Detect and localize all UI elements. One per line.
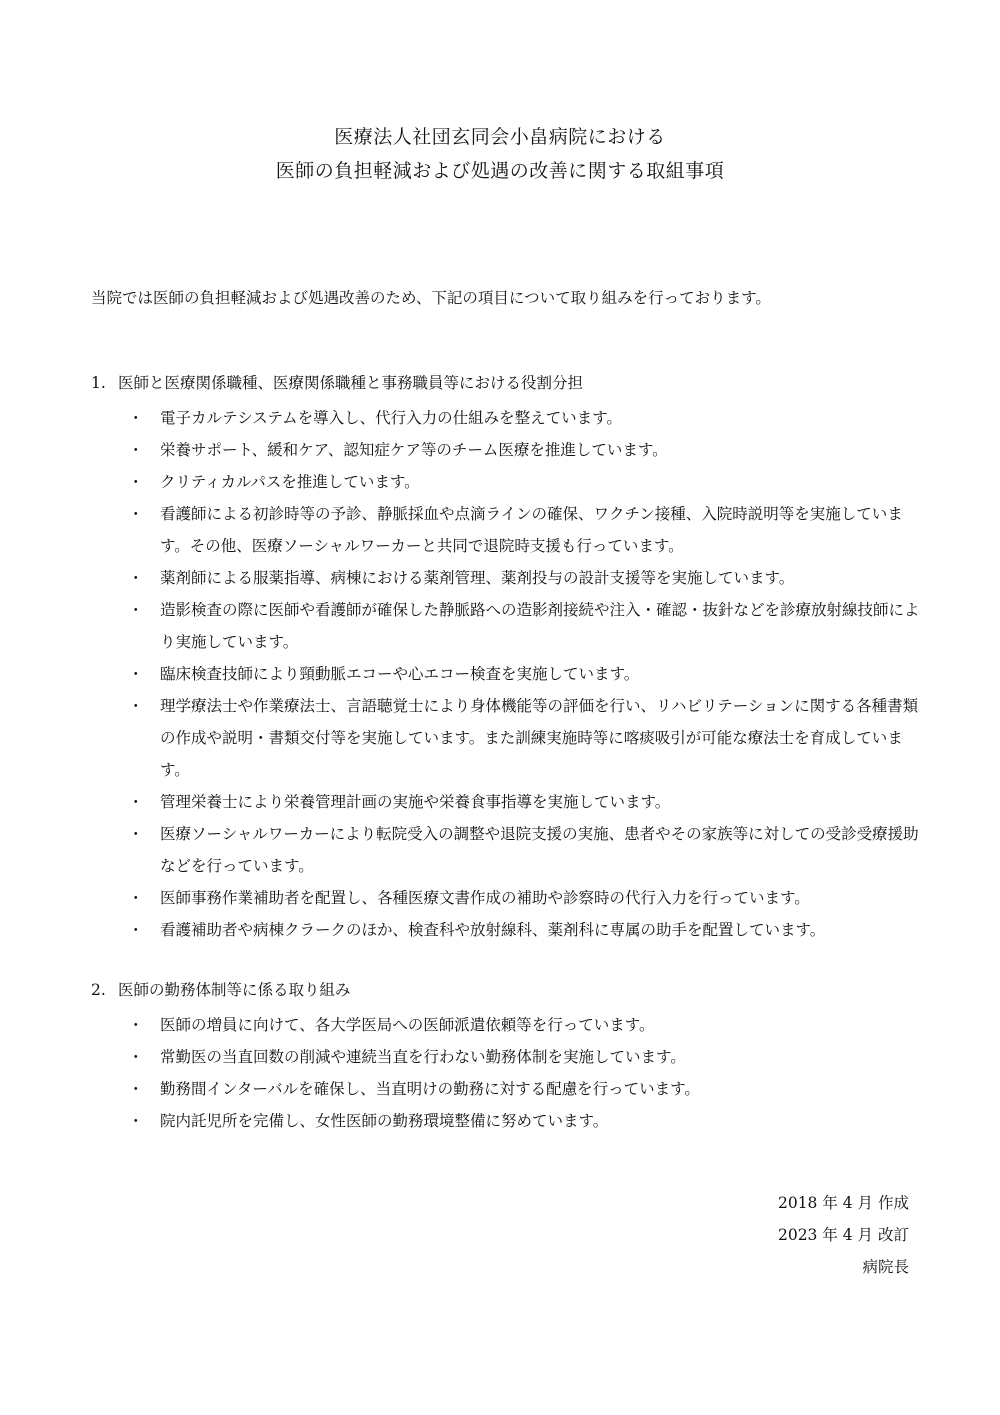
- bullet-mark: ・: [128, 889, 144, 907]
- bullet-mark: ・: [128, 665, 144, 683]
- bullet-mark: ・: [128, 409, 144, 427]
- list-item-text: 医師事務作業補助者を配置し、各種医療文書作成の補助や診察時の代行入力を行っています。: [160, 889, 810, 907]
- list-item-text: 看護師による初診時等の予診、静脈採血や点滴ラインの確保、ワクチン接種、入院時説明等を実施しています。その他、医療ソーシャルワーカーと共同で退院時支援も行っています。: [160, 505, 903, 555]
- bullet-mark: ・: [128, 1016, 144, 1034]
- document-title-line2: 医師の負担軽減および処遇の改善に関する取組事項: [275, 160, 725, 182]
- section-number: 1.: [91, 374, 106, 392]
- bullet-mark: ・: [128, 1048, 144, 1066]
- list-item-text: 院内託児所を完備し、女性医師の勤務環境整備に努めています。: [160, 1112, 609, 1130]
- list-item-text: 栄養サポート、緩和ケア、認知症ケア等のチーム医療を推進しています。: [160, 441, 668, 459]
- list-item-text: 薬剤師による服薬指導、病棟における薬剤管理、薬剤投与の設計支援等を実施しています。: [160, 569, 795, 587]
- list-item: [91, 786, 921, 818]
- document-title-line1: 医療法人社団玄同会小畠病院における: [334, 126, 666, 148]
- bullet-mark: ・: [128, 601, 144, 619]
- list-item-text: 勤務間インターバルを確保し、当直明けの勤務に対する配慮を行っています。: [160, 1080, 700, 1098]
- list-item: [91, 1041, 921, 1073]
- list-item: [91, 466, 921, 498]
- list-item: [91, 818, 921, 882]
- list-item: [91, 690, 921, 786]
- list-item: [91, 914, 921, 946]
- bullet-mark: ・: [128, 569, 144, 587]
- bullet-mark: ・: [128, 505, 144, 523]
- bullet-mark: ・: [128, 921, 144, 939]
- list-item-text: 造影検査の際に医師や看護師が確保した静脈路への造影剤接続や注入・確認・抜針などを診療放射線技師により実施しています。: [160, 601, 920, 651]
- list-item: [91, 1009, 921, 1041]
- section-heading: [91, 979, 921, 1009]
- section-work-structure: [91, 979, 921, 1137]
- list-item-text: 医師の増員に向けて、各大学医局への医師派遣依頼等を行っています。: [160, 1016, 655, 1034]
- section-item-list: [91, 402, 921, 946]
- list-item: [91, 594, 921, 658]
- section-item-list: [91, 1009, 921, 1137]
- bullet-mark: ・: [128, 793, 144, 811]
- list-item: [91, 498, 921, 562]
- list-item-text: 臨床検査技師により頸動脈エコーや心エコー検査を実施しています。: [160, 665, 640, 683]
- list-item-text: 管理栄養士により栄養管理計画の実施や栄養食事指導を実施しています。: [160, 793, 671, 811]
- list-item: [91, 402, 921, 434]
- intro-paragraph: 当院では医師の負担軽減および処遇改善のため、下記の項目について取り組みを行っております。: [91, 289, 771, 307]
- revised-date: 2023 年 4 月 改訂: [777, 1226, 909, 1244]
- section-title: 医師の勤務体制等に係る取り組み: [118, 981, 351, 999]
- bullet-mark: ・: [128, 441, 144, 459]
- section-role-sharing: [91, 372, 921, 946]
- list-item: [91, 562, 921, 594]
- list-item: [91, 882, 921, 914]
- list-item-text: 看護補助者や病棟クラークのほか、検査科や放射線科、薬剤科に専属の助手を配置しています。: [160, 921, 826, 939]
- list-item-text: 理学療法士や作業療法士、言語聴覚士により身体機能等の評価を行い、リハビリテーションに関する各種書類の作成や説明・書類交付等を実施しています。また訓練実施時等に喀痰吸引が可能な療法士を育成しています。: [160, 697, 919, 779]
- list-item-text: 電子カルテシステムを導入し、代行入力の仕組みを整えています。: [160, 409, 622, 427]
- list-item-text: クリティカルパスを推進しています。: [160, 473, 420, 491]
- bullet-mark: ・: [128, 825, 144, 843]
- section-title: 医師と医療関係職種、医療関係職種と事務職員等における役割分担: [118, 374, 584, 392]
- list-item: [91, 658, 921, 690]
- bullet-mark: ・: [128, 1080, 144, 1098]
- list-item: [91, 434, 921, 466]
- bullet-mark: ・: [128, 1112, 144, 1130]
- created-date: 2018 年 4 月 作成: [777, 1194, 909, 1212]
- list-item-text: 医療ソーシャルワーカーにより転院受入の調整や退院支援の実施、患者やその家族等に対しての受診受療援助などを行っています。: [160, 825, 919, 875]
- bullet-mark: ・: [128, 473, 144, 491]
- list-item-text: 常勤医の当直回数の削減や連続当直を行わない勤務体制を実施しています。: [160, 1048, 686, 1066]
- section-heading: [91, 372, 921, 402]
- signatory: 病院長: [862, 1258, 909, 1276]
- bullet-mark: ・: [128, 697, 144, 715]
- list-item: [91, 1105, 921, 1137]
- section-number: 2.: [91, 981, 106, 999]
- list-item: [91, 1073, 921, 1105]
